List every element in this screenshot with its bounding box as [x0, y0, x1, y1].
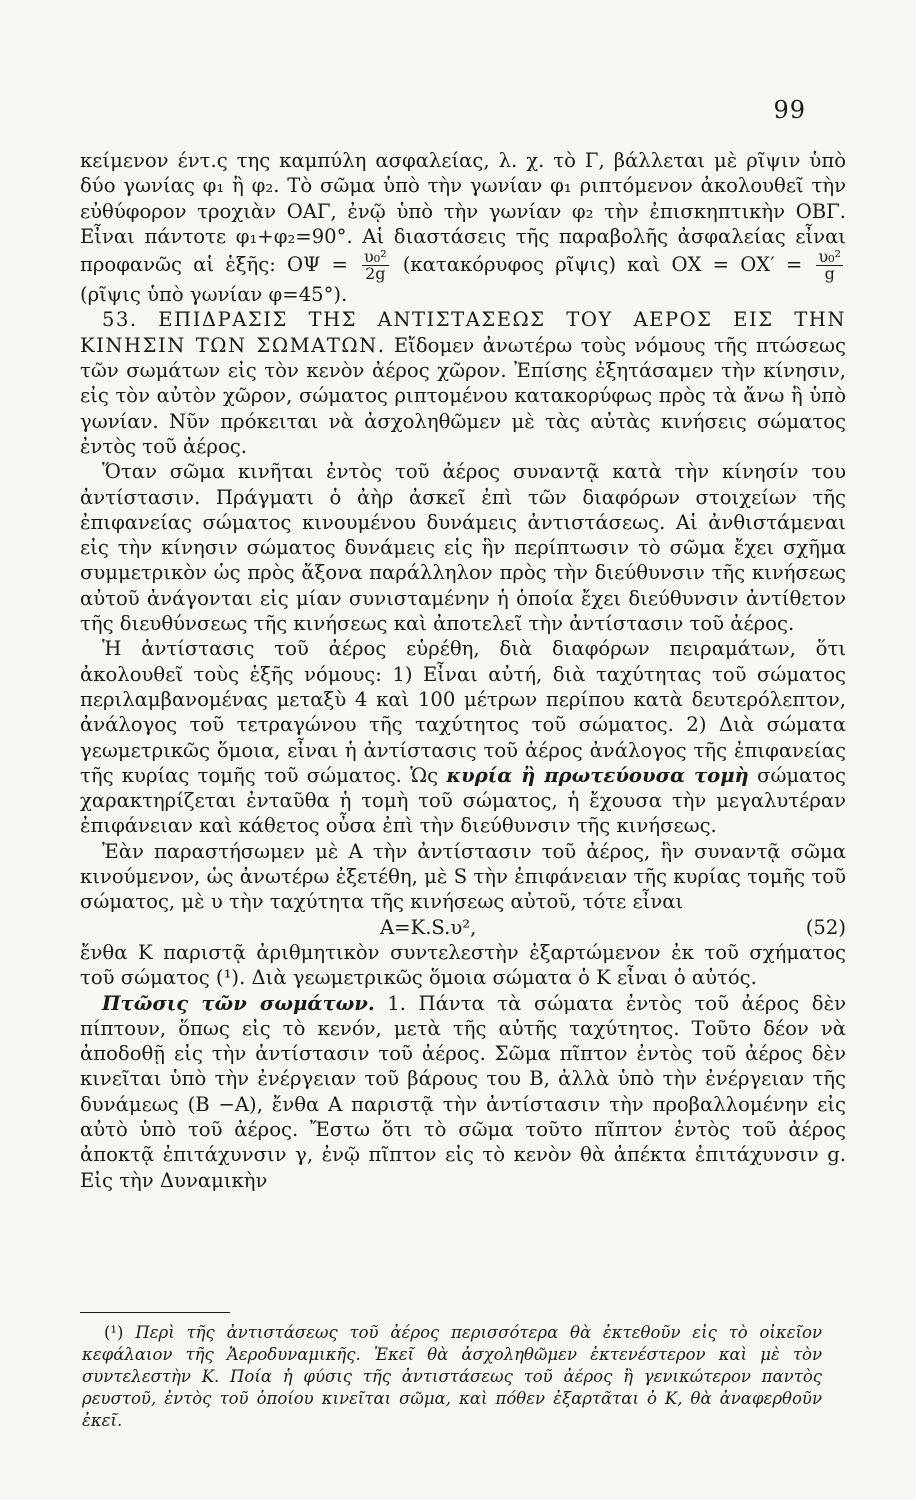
falling-bodies-subheading: Πτῶσις τῶν σωμάτων.	[102, 991, 375, 1015]
principal-section-term: κυρία ἢ πρωτεύουσα τομὴ	[446, 763, 749, 787]
falling-bodies-paragraph	[80, 991, 846, 1193]
footnote	[82, 1322, 822, 1432]
footnote-text: Περὶ τῆς ἀντιστάσεως τοῦ ἀέρος περισσότερα θὰ ἐκτεθοῦν εἰς τὸ οἰκεῖον κεφάλαιον τῆς Ἀεροδυναμικῆς. Ἐκεῖ θὰ ἀσχοληθῶμεν ἐκτενέστερον καὶ μὲ τὸν συντελεστὴν Κ. Ποία ἡ φύσις τῆς ἀντιστάσεως τοῦ ἀέρος ἢ γενικώτερον παντὸς ρευστοῦ, ἐντὸς τοῦ ὁποίου κινεῖται σῶμα, καὶ πόθεν ἐξαρτᾶται ὁ Κ, θὰ ἀναφερθοῦν ἐκεῖ.	[82, 1323, 823, 1430]
intro-text-c: (ρῖψις ὑπὸ γωνίαν φ=45°).	[80, 283, 348, 307]
equation-line	[80, 915, 846, 940]
laws-paragraph	[80, 636, 846, 838]
fraction-oy-denominator: 2g	[365, 264, 386, 284]
footnote-divider	[80, 1312, 230, 1313]
section-heading: 53. ΕΠΙΔΡΑΣΙΣ ΤΗΣ ΑΝΤΙΣΤΑΣΕΩΣ ΤΟΥ ΑΕΡΟΣ ΕΙΣ ΤΗΝ ΚΙΝΗΣΙΝ ΤΩΝ ΣΩΜΑΤΩΝ.	[80, 308, 846, 357]
intro-text-a: κείμενον έντ.ς της καμπύλη ασφαλείας, λ. χ. τὸ Γ, βάλλεται μὲ ρῖψιν ὑπὸ δύο γωνίας φ₁ ἢ φ₂. Τὸ σῶμα ὑπὸ τὴν γωνίαν φ₁ ριπτόμενον ἀκολουθεῖ τὴν εὐθύφορον τροχιὰν ΟΑΓ, ἐνῷ ὑπὸ τὴν γωνίαν φ₂ τὴν ἐπισκηπτικὴν ΟΒΓ. Εἶναι πάντοτε φ₁+φ₂=90°. Αἱ διαστάσεις τῆς παραβολῆς ἀσφαλείας εἶναι προφανῶς αἱ ἑξῆς: ΟΨ =	[80, 149, 846, 277]
fraction-oy-numerator: υ₀²	[364, 247, 387, 267]
laws-text-a: Ἡ ἀντίστασις τοῦ ἀέρος εὑρέθη, διὰ διαφόρων πειραμάτων, ὅτι ἀκολουθεῖ τοὺς ἑξῆς νόμους: 1) Εἶναι αὐτή, διὰ ταχύτητας τοῦ σώματος περιλαμβανομένας μεταξὺ 4 καὶ 100 μέτρων περίπου κατὰ δευτερόλεπτον, ἀνάλογος τοῦ τετραγώνου τῆς ταχύτητος τοῦ σώματος. 2) Διὰ σώματα γεωμετρικῶς ὅμοια, εἶναι ἡ ἀντίστασις τοῦ ἀέρος ἀνάλογος τῆς ἐπιφανείας τῆς κυρίας τομῆς τοῦ σώματος. Ὡς	[80, 637, 846, 787]
fraction-ox-numerator: υ₀²	[818, 247, 841, 267]
definition-paragraph: Ἐὰν παραστήσωμεν μὲ Α τὴν ἀντίστασιν τοῦ ἀέρος, ἣν συναντᾷ σῶμα κινούμενον, ὡς ἀνωτέρω ἐξετέθη, μὲ S τὴν ἐπιφάνειαν τῆς κυρίας τομῆς τοῦ σώματος, μὲ υ τὴν ταχύτητα τῆς κινήσεως αὐτοῦ, τότε εἶναι	[80, 839, 846, 914]
fraction-ox	[816, 249, 843, 282]
equation: Α=Κ.S.υ²,	[380, 915, 477, 939]
falling-bodies-text: 1. Πάντα τὰ σώματα ἐντὸς τοῦ ἀέρος δὲν πίπτουν, ὅπως εἰς τὸ κενόν, μετὰ τῆς αὐτῆς ταχύτητος. Τοῦτο δέον νὰ ἀποδοθῇ εἰς τὴν ἀντίστασιν τοῦ ἀέρος. Σῶμα πῖπτον ἐντὸς τοῦ ἀέρος δὲν κινεῖται ὑπὸ τὴν ἐνέργειαν τοῦ βάρους του Β, ἀλλὰ ὑπὸ τὴν ἐνέργειαν τῆς δυνάμεως (Β −Α), ἔνθα Α παριστᾷ τὴν ἀντίστασιν τὴν προβαλλομένην εἰς αὐτὸ ὑπὸ τοῦ ἀέρος. Ἔστω ὅτι τὸ σῶμα τοῦτο πῖπτον ἐντὸς τοῦ ἀέρος ἀποκτᾷ ἐπιτάχυνσιν γ, ἐνῷ πῖπτον εἰς τὸ κενὸν θὰ ἀπέκτα ἐπιτάχυνσιν g. Εἰς τὴν Δυναμικὴν	[80, 991, 846, 1192]
equation-number: (52)	[805, 915, 846, 939]
page-number: 99	[773, 96, 806, 124]
after-equation-paragraph: ἔνθα Κ παριστᾷ ἀριθμητικὸν συντελεστὴν ἐξαρτώμενον ἐκ τοῦ σχήματος τοῦ σώματος (¹). Διὰ γεωμετρικῶς ὅμοια σώματα ὁ Κ εἶναι ὁ αὐτός.	[80, 940, 846, 990]
section-53-paragraph	[80, 307, 846, 459]
fraction-oy	[362, 249, 389, 282]
footnote-marker: (¹)	[104, 1323, 124, 1342]
section-intro: Εἴδομεν ἀνωτέρω τοὺς νόμους τῆς πτώσεως τῶν σωμάτων εἰς τὸν κενὸν ἀέρος χῶρον. Ἐπίσης ἐξητάσαμεν τὴν κίνησιν, εἰς τὸν αὐτὸν χῶρον, σώματος ριπτομένου κατακορύφως πρὸς τὰ ἄνω ἢ ὑπὸ γωνίαν. Νῦν πρόκειται νὰ ἀσχοληθῶμεν μὲ τὰς αὐτὰς κινήσεις σώματος ἐντὸς τοῦ ἀέρος.	[80, 333, 846, 458]
laws-text-b: σώματος χαρακτηρίζεται ἐνταῦθα ἡ τομὴ τοῦ σώματος, ἡ ἔχουσα τὴν μεγαλυτέραν ἐπιφάνειαν καὶ κάθετος οὖσα ἐπὶ τὴν διεύθυνσιν τῆς κινήσεως.	[80, 763, 846, 838]
resistance-paragraph: Ὅταν σῶμα κινῆται ἐντὸς τοῦ ἀέρος συναντᾷ κατὰ τὴν κίνησίν του ἀντίστασιν. Πράγματι ὁ ἀὴρ ἀσκεῖ ἐπὶ τῶν διαφόρων στοιχείων τῆς ἐπιφανείας σώματος κινουμένου δυνάμεις ἀντιστάσεως. Αἱ ἀνθιστάμεναι εἰς τὴν κίνησιν σώματος δυνάμεις εἰς ἣν περίπτωσιν τὸ σῶμα ἔχει σχῆμα συμμετρικὸν ὡς πρὸς ἄξονα παράλληλον πρὸς τὴν διεύθυνσιν τῆς κινήσεως αὐτοῦ ἀνάγονται εἰς μίαν συνισταμένην ἡ ὁποία ἔχει διεύθυνσιν ἀντίθετον τῆς διευθύνσεως τῆς κινήσεως καὶ ἀποτελεῖ τὴν ἀντίστασιν τοῦ ἀέρος.	[80, 460, 846, 636]
intro-text-b: (κατακόρυφος ρῖψις) καὶ ΟΧ = ΟΧ′ =	[402, 253, 803, 277]
intro-paragraph	[80, 148, 846, 307]
main-text	[80, 148, 846, 1193]
fraction-ox-denominator: g	[824, 264, 835, 284]
